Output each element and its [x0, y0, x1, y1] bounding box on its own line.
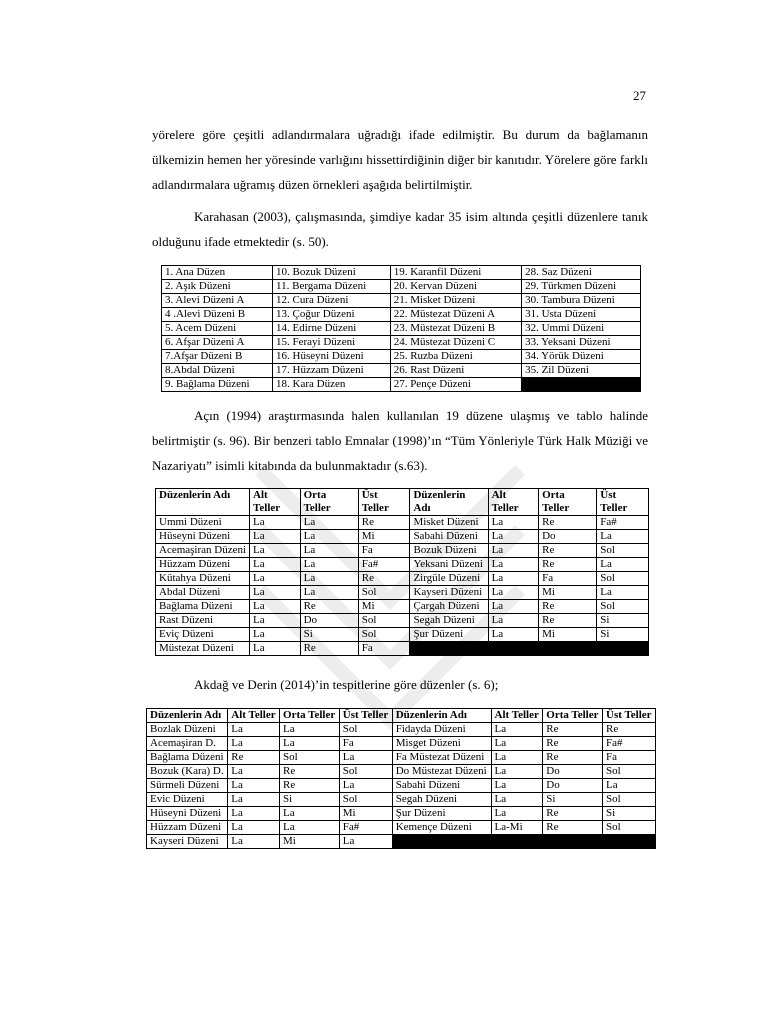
- table-cell: Re: [358, 572, 410, 586]
- table-cell: La: [228, 779, 280, 793]
- table-cell: Sol: [339, 723, 392, 737]
- table-cell: La-Mi: [491, 821, 543, 835]
- table-cell: Müstezat Düzeni: [156, 642, 250, 656]
- table-cell: Si: [543, 793, 603, 807]
- table-cell: Mi: [339, 807, 392, 821]
- table-row: [156, 600, 649, 614]
- table-cell: 20. Kervan Düzeni: [390, 280, 521, 294]
- table-cell: La: [300, 516, 358, 530]
- table-cell: Fa: [339, 737, 392, 751]
- table-cell: Re: [543, 751, 603, 765]
- table-cell: Re: [228, 751, 280, 765]
- table-cell: La: [228, 793, 280, 807]
- table-cell: Fa: [358, 642, 410, 656]
- table-cell: Re: [300, 642, 358, 656]
- table-cell: 12. Cura Düzeni: [273, 294, 391, 308]
- table-cell: 23. Müstezat Düzeni B: [390, 322, 521, 336]
- table-cell: La: [300, 558, 358, 572]
- table-cell: 34. Yörük Düzeni: [522, 350, 641, 364]
- table-header-cell: Üst Teller: [597, 489, 649, 516]
- table-cell: Fidayda Düzeni: [392, 723, 491, 737]
- table-cell: Abdal Düzeni: [156, 586, 250, 600]
- table-cell: Kayseri Düzeni: [147, 835, 228, 849]
- table-cell: La: [250, 558, 301, 572]
- table-cell: Do: [300, 614, 358, 628]
- table-header-cell: Alt Teller: [250, 489, 301, 516]
- table-cell: La: [228, 821, 280, 835]
- table-cell: La: [339, 835, 392, 849]
- table-row: [147, 723, 656, 737]
- table-cell: Re: [539, 614, 597, 628]
- table-cell: La: [339, 779, 392, 793]
- table-cell: Fa Müstezat Düzeni: [392, 751, 491, 765]
- table-cell: 28. Saz Düzeni: [522, 266, 641, 280]
- table-cell: La: [280, 821, 340, 835]
- table-cell: 24. Müstezat Düzeni C: [390, 336, 521, 350]
- table-row: [147, 751, 656, 765]
- table-cell: Do: [543, 765, 603, 779]
- table-cell: Ummi Düzeni: [156, 516, 250, 530]
- table-cell: 2. Aşık Düzeni: [162, 280, 273, 294]
- table-akdag-derin-duzenler: [146, 708, 656, 849]
- table-header-cell: Üst Teller: [603, 709, 656, 723]
- table-cell: Sabahi Düzeni: [410, 530, 488, 544]
- table-cell: Segah Düzeni: [410, 614, 488, 628]
- page-number: 27: [633, 88, 646, 103]
- table-cell: Sol: [358, 614, 410, 628]
- table-cell: 22. Müstezat Düzeni A: [390, 308, 521, 322]
- table-row: [156, 614, 649, 628]
- table-cell: Sol: [280, 751, 340, 765]
- table-header-cell: Alt Teller: [491, 709, 543, 723]
- table-cell: Şur Düzeni: [392, 807, 491, 821]
- table-cell: Si: [280, 793, 340, 807]
- table-cell: La: [488, 614, 539, 628]
- table-cell: La: [250, 628, 301, 642]
- table-cell: La: [250, 516, 301, 530]
- table-cell: 32. Ummi Düzeni: [522, 322, 641, 336]
- table-cell: La: [488, 586, 539, 600]
- table-row: [147, 807, 656, 821]
- table-row: [156, 544, 649, 558]
- table-cell: 19. Karanfil Düzeni: [390, 266, 521, 280]
- table-cell: Misget Düzeni: [392, 737, 491, 751]
- table-cell: Acemaşiran Düzeni: [156, 544, 250, 558]
- table-cell: La: [488, 600, 539, 614]
- table-cell: Mi: [358, 530, 410, 544]
- table-cell: 29. Türkmen Düzeni: [522, 280, 641, 294]
- table-cell: Re: [539, 558, 597, 572]
- table-cell: Do: [539, 530, 597, 544]
- table-cell: La: [491, 765, 543, 779]
- table-cell: 31. Usta Düzeni: [522, 308, 641, 322]
- table-row: [156, 572, 649, 586]
- table-cell: Sol: [603, 821, 656, 835]
- table-cell: Fa: [358, 544, 410, 558]
- table-cell: La: [488, 544, 539, 558]
- table-cell: Sol: [597, 572, 649, 586]
- table-cell: La: [488, 572, 539, 586]
- table-cell: Re: [280, 779, 340, 793]
- table-row: [147, 737, 656, 751]
- table-cell: La: [597, 530, 649, 544]
- table-cell: La: [250, 572, 301, 586]
- table-row: [156, 586, 649, 600]
- table-cell: Mi: [539, 586, 597, 600]
- table-row: [147, 835, 656, 849]
- table-cell: La: [488, 516, 539, 530]
- table-cell: Bağlama Düzeni: [156, 600, 250, 614]
- table-row: [162, 378, 641, 392]
- table-cell: La: [250, 530, 301, 544]
- paragraph-2: Karahasan (2003), çalışmasında, şimdiye kadar 35 isim altında çeşitli düzenlere tanık olduğunu ifade etmektedir (s. 50).: [152, 209, 648, 249]
- table-cell: La: [250, 544, 301, 558]
- table-cell: La: [300, 544, 358, 558]
- table-row: [147, 793, 656, 807]
- table-cell: 5. Acem Düzeni: [162, 322, 273, 336]
- table-header-cell: Üst Teller: [339, 709, 392, 723]
- table-cell: 17. Hüzzam Düzeni: [273, 364, 391, 378]
- table-cell: Fa#: [339, 821, 392, 835]
- table-row: [162, 322, 641, 336]
- table-cell: La: [250, 642, 301, 656]
- table-cell: La: [491, 793, 543, 807]
- table-row: [162, 294, 641, 308]
- table-cell: Mi: [539, 628, 597, 642]
- table-cell: Si: [300, 628, 358, 642]
- table-cell: Hüzzam Düzeni: [147, 821, 228, 835]
- table-row: [147, 821, 656, 835]
- table-cell: 30. Tambura Düzeni: [522, 294, 641, 308]
- table-cell: Fa#: [603, 737, 656, 751]
- table-cell: Çargah Düzeni: [410, 600, 488, 614]
- table-cell: Si: [603, 807, 656, 821]
- table-cell: La: [488, 530, 539, 544]
- table-cell: La: [250, 614, 301, 628]
- table-cell: 21. Misket Düzeni: [390, 294, 521, 308]
- table-row: [156, 628, 649, 642]
- table-cell: Sol: [358, 586, 410, 600]
- table-empty-cell: [392, 835, 655, 849]
- table-cell: Sol: [603, 765, 656, 779]
- table-cell: Sabahi Düzeni: [392, 779, 491, 793]
- table-header-cell: Düzenlerin Adı: [147, 709, 228, 723]
- table-cell: La: [488, 558, 539, 572]
- table-cell: Evic Düzeni: [147, 793, 228, 807]
- table-cell: La: [597, 586, 649, 600]
- table-header-cell: Orta Teller: [280, 709, 340, 723]
- table-cell: Hüseyni Düzeni: [147, 807, 228, 821]
- table-cell: 15. Ferayi Düzeni: [273, 336, 391, 350]
- table-cell: Re: [543, 723, 603, 737]
- table-cell: La: [597, 558, 649, 572]
- table-cell: Kayseri Düzeni: [410, 586, 488, 600]
- table-cell: Si: [597, 614, 649, 628]
- table-cell: 18. Kara Düzen: [273, 378, 391, 392]
- table-cell: La: [228, 765, 280, 779]
- table-cell: 14. Edirne Düzeni: [273, 322, 391, 336]
- table-karahasan-duzenler: [161, 265, 641, 392]
- table-cell: Fa: [603, 751, 656, 765]
- table-header-cell: Orta Teller: [539, 489, 597, 516]
- table-cell: Rast Düzeni: [156, 614, 250, 628]
- table-cell: Segah Düzeni: [392, 793, 491, 807]
- table-cell: 10. Bozuk Düzeni: [273, 266, 391, 280]
- table-row: [156, 530, 649, 544]
- table-cell: Sol: [603, 793, 656, 807]
- table-cell: 33. Yeksani Düzeni: [522, 336, 641, 350]
- table-cell: La: [228, 835, 280, 849]
- table-cell: 26. Rast Düzeni: [390, 364, 521, 378]
- table-row: [156, 516, 649, 530]
- table-cell: La: [300, 572, 358, 586]
- table-empty-cell: [410, 642, 649, 656]
- table-row: [162, 364, 641, 378]
- table-cell: La: [280, 737, 340, 751]
- table-cell: Re: [603, 723, 656, 737]
- table-cell: Hüseyni Düzeni: [156, 530, 250, 544]
- table-cell: Bozlak Düzeni: [147, 723, 228, 737]
- table-row: [162, 280, 641, 294]
- table-header-cell: Alt Teller: [228, 709, 280, 723]
- paragraph-4: Akdağ ve Derin (2014)’in tespitlerine göre düzenler (s. 6);: [194, 677, 499, 692]
- table-row: [147, 765, 656, 779]
- table-header-cell: Düzenlerin Adı: [392, 709, 491, 723]
- table-row: [156, 558, 649, 572]
- table-cell: La: [280, 807, 340, 821]
- table-cell: La: [228, 723, 280, 737]
- table-cell: La: [250, 600, 301, 614]
- table-cell: Re: [539, 516, 597, 530]
- table-row: [147, 779, 656, 793]
- table-cell: Kemençe Düzeni: [392, 821, 491, 835]
- table-cell: La: [280, 723, 340, 737]
- table-cell: La: [491, 779, 543, 793]
- table-cell: Re: [543, 737, 603, 751]
- table-header-cell: Üst Teller: [358, 489, 410, 516]
- table-header-cell: Düzenlerin Adı: [156, 489, 250, 516]
- table-cell: La: [300, 530, 358, 544]
- table-row: [156, 642, 649, 656]
- table-cell: Re: [539, 600, 597, 614]
- table-cell: Fa: [539, 572, 597, 586]
- table-cell: Eviç Düzeni: [156, 628, 250, 642]
- table-cell: Re: [280, 765, 340, 779]
- table-cell: Şur Düzeni: [410, 628, 488, 642]
- table-cell: 7.Afşar Düzeni B: [162, 350, 273, 364]
- table-cell: La: [603, 779, 656, 793]
- table-cell: La: [491, 723, 543, 737]
- table-cell: 3. Alevi Düzeni A: [162, 294, 273, 308]
- table-cell: Misket Düzeni: [410, 516, 488, 530]
- table-cell: Do Müstezat Düzeni: [392, 765, 491, 779]
- paragraph-1: yörelere göre çeşitli adlandırmalara uğradığı ifade edilmiştir. Bu durum da bağlamanın ülkemizin hemen her yöresinde varlığını hissettirdiğinin diğer bir kanıtıdır. Yörelere göre farklı adlandırmalara uğramış düzen örnekleri aşağıda belirtilmiştir.: [152, 127, 648, 192]
- table-cell: Sol: [358, 628, 410, 642]
- table-cell: La: [339, 751, 392, 765]
- table-cell: 11. Bergama Düzeni: [273, 280, 391, 294]
- table-row: [162, 336, 641, 350]
- table-acin-duzenler: [155, 488, 649, 656]
- table-cell: Si: [597, 628, 649, 642]
- table-cell: La: [300, 586, 358, 600]
- table-cell: Sol: [339, 793, 392, 807]
- paragraph-3: Açın (1994) araştırmasında halen kullanılan 19 düzene ulaşmış ve tablo halinde belirtmiştir (s. 96). Bir benzeri tablo Emnalar (1998)’ın “Tüm Yönleriyle Türk Halk Müziği ve Nazariyatı” isimli kitabında da bulunmaktadır (s.63).: [152, 408, 648, 473]
- table-cell: Acemaşiran D.: [147, 737, 228, 751]
- table-cell: La: [250, 586, 301, 600]
- table-cell: Fa#: [597, 516, 649, 530]
- table-header-cell: Alt Teller: [488, 489, 539, 516]
- table-cell: Re: [539, 544, 597, 558]
- table-cell: Bozuk Düzeni: [410, 544, 488, 558]
- table-cell: La: [491, 737, 543, 751]
- table-cell: Yeksani Düzeni: [410, 558, 488, 572]
- table-cell: Zirgüle Düzeni: [410, 572, 488, 586]
- table-cell: 9. Bağlama Düzeni: [162, 378, 273, 392]
- table-cell: 8.Abdal Düzeni: [162, 364, 273, 378]
- table-cell: La: [228, 807, 280, 821]
- table-cell: Bağlama Düzeni: [147, 751, 228, 765]
- table-cell: 16. Hüseyni Düzeni: [273, 350, 391, 364]
- table-row: [162, 266, 641, 280]
- table-header-cell: Orta Teller: [543, 709, 603, 723]
- table-cell: Sol: [597, 600, 649, 614]
- table-cell: Re: [543, 821, 603, 835]
- table-cell: La: [491, 751, 543, 765]
- table-cell: 25. Ruzba Düzeni: [390, 350, 521, 364]
- table-cell: Hüzzam Düzeni: [156, 558, 250, 572]
- table-row: [162, 308, 641, 322]
- table-row: [162, 350, 641, 364]
- table-cell: Re: [300, 600, 358, 614]
- table-cell: La: [228, 737, 280, 751]
- table-cell: 13. Çoğur Düzeni: [273, 308, 391, 322]
- table-header-cell: Orta Teller: [300, 489, 358, 516]
- table-header-cell: Düzenlerin Adı: [410, 489, 488, 516]
- table-cell: La: [488, 628, 539, 642]
- table-cell: 35. Zil Düzeni: [522, 364, 641, 378]
- table-cell: Bozuk (Kara) D.: [147, 765, 228, 779]
- table-empty-cell: [522, 378, 641, 392]
- table-cell: Kütahya Düzeni: [156, 572, 250, 586]
- table-cell: Mi: [358, 600, 410, 614]
- table-cell: Re: [358, 516, 410, 530]
- table-cell: Sol: [597, 544, 649, 558]
- table-cell: 1. Ana Düzen: [162, 266, 273, 280]
- table-cell: Do: [543, 779, 603, 793]
- table-cell: Fa#: [358, 558, 410, 572]
- table-cell: Sürmeli Düzeni: [147, 779, 228, 793]
- table-cell: 27. Pençe Düzeni: [390, 378, 521, 392]
- table-cell: Mi: [280, 835, 340, 849]
- table-cell: Sol: [339, 765, 392, 779]
- table-cell: Re: [543, 807, 603, 821]
- table-cell: 4 .Alevi Düzeni B: [162, 308, 273, 322]
- table-cell: 6. Afşar Düzeni A: [162, 336, 273, 350]
- table-cell: La: [491, 807, 543, 821]
